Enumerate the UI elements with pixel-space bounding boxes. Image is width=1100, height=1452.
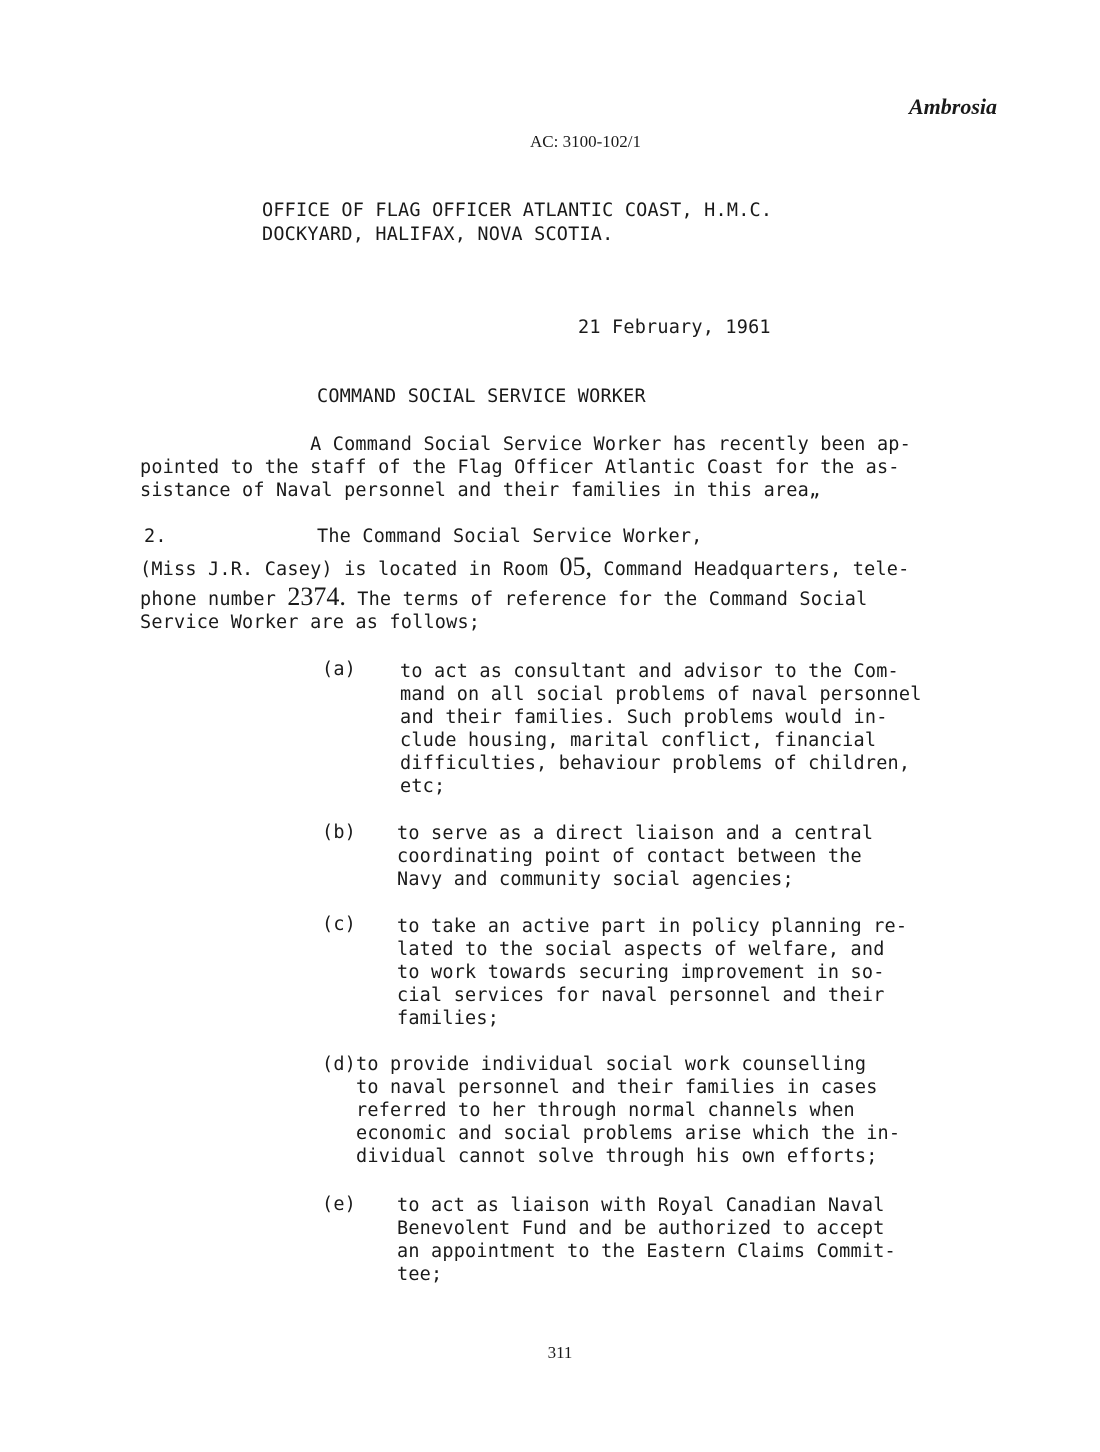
- item-line: cial services for naval personnel and their: [397, 985, 885, 1006]
- item-line: coordinating point of contact between the: [397, 846, 862, 867]
- paragraph-2-line: The Command Social Service Worker,: [317, 526, 703, 547]
- item-line: Navy and community social agencies;: [397, 869, 794, 890]
- item-line: to work towards securing improvement in so-: [397, 962, 885, 983]
- item-line: clude housing, marital conflict, financial: [400, 730, 877, 751]
- item-line: and their families. Such problems would in-: [400, 707, 888, 728]
- letter-date: 21 February, 1961: [578, 317, 771, 338]
- item-line: dividual cannot solve through his own efforts;: [322, 1146, 878, 1167]
- paragraph-2-text: (Miss J.R. Casey) is located in Room: [140, 559, 560, 580]
- running-head: Ambrosia: [908, 94, 997, 119]
- item-marker: (c): [322, 914, 357, 935]
- item-line: to take an active part in policy planning re-: [397, 916, 908, 937]
- office-line-2: DOCKYARD, HALIFAX, NOVA SCOTIA.: [262, 224, 614, 245]
- item-line: an appointment to the Eastern Claims Commit-: [397, 1241, 896, 1262]
- page-number: 311: [547, 1343, 573, 1362]
- paragraph-2-text: Command Headquarters, tele-: [592, 559, 910, 580]
- phone-number: 2374.: [287, 582, 346, 611]
- paragraph-2-number: 2.: [144, 526, 167, 547]
- item-line: mand on all social problems of naval personnel: [400, 684, 922, 705]
- item-line: lated to the social aspects of welfare, and: [397, 939, 885, 960]
- file-reference: AC: 3100-102/1: [530, 132, 641, 151]
- subject-heading: COMMAND SOCIAL SERVICE WORKER: [317, 386, 646, 407]
- item-line: etc;: [400, 776, 446, 797]
- item-line: families;: [397, 1008, 500, 1029]
- item-marker: (e): [322, 1194, 357, 1215]
- item-line: to act as consultant and advisor to the Com-: [400, 661, 899, 682]
- item-marker: (b): [322, 822, 357, 843]
- paragraph-1-line: pointed to the staff of the Flag Officer Atlantic Coast for the as-: [140, 457, 900, 478]
- paragraph-2-line: [140, 582, 868, 611]
- office-line-1: OFFICE OF FLAG OFFICER ATLANTIC COAST, H.M.C.: [262, 200, 773, 221]
- item-line: (d)to provide individual social work counselling: [322, 1054, 867, 1075]
- item-line: difficulties, behaviour problems of children,: [400, 753, 911, 774]
- paragraph-2-text: The terms of reference for the Command Social: [345, 589, 868, 610]
- paragraph-2-line: [140, 552, 910, 581]
- item-line: tee;: [397, 1264, 443, 1285]
- paragraph-1-line: sistance of Naval personnel and their families in this area„: [140, 480, 821, 501]
- item-line: Benevolent Fund and be authorized to accept: [397, 1218, 885, 1239]
- paragraph-1-line: A Command Social Service Worker has recently been ap-: [140, 434, 911, 455]
- paragraph-2-text: phone number: [140, 589, 288, 610]
- item-marker: (a): [322, 659, 357, 680]
- item-line: to act as liaison with Royal Canadian Naval: [397, 1195, 885, 1216]
- item-line: to naval personnel and their families in cases: [322, 1077, 878, 1098]
- room-number: 05,: [559, 552, 593, 581]
- item-line: referred to her through normal channels when: [322, 1100, 855, 1121]
- item-line: to serve as a direct liaison and a central: [397, 823, 874, 844]
- item-line: economic and social problems arise which the in-: [322, 1123, 901, 1144]
- paragraph-2-line: Service Worker are as follows;: [140, 612, 481, 633]
